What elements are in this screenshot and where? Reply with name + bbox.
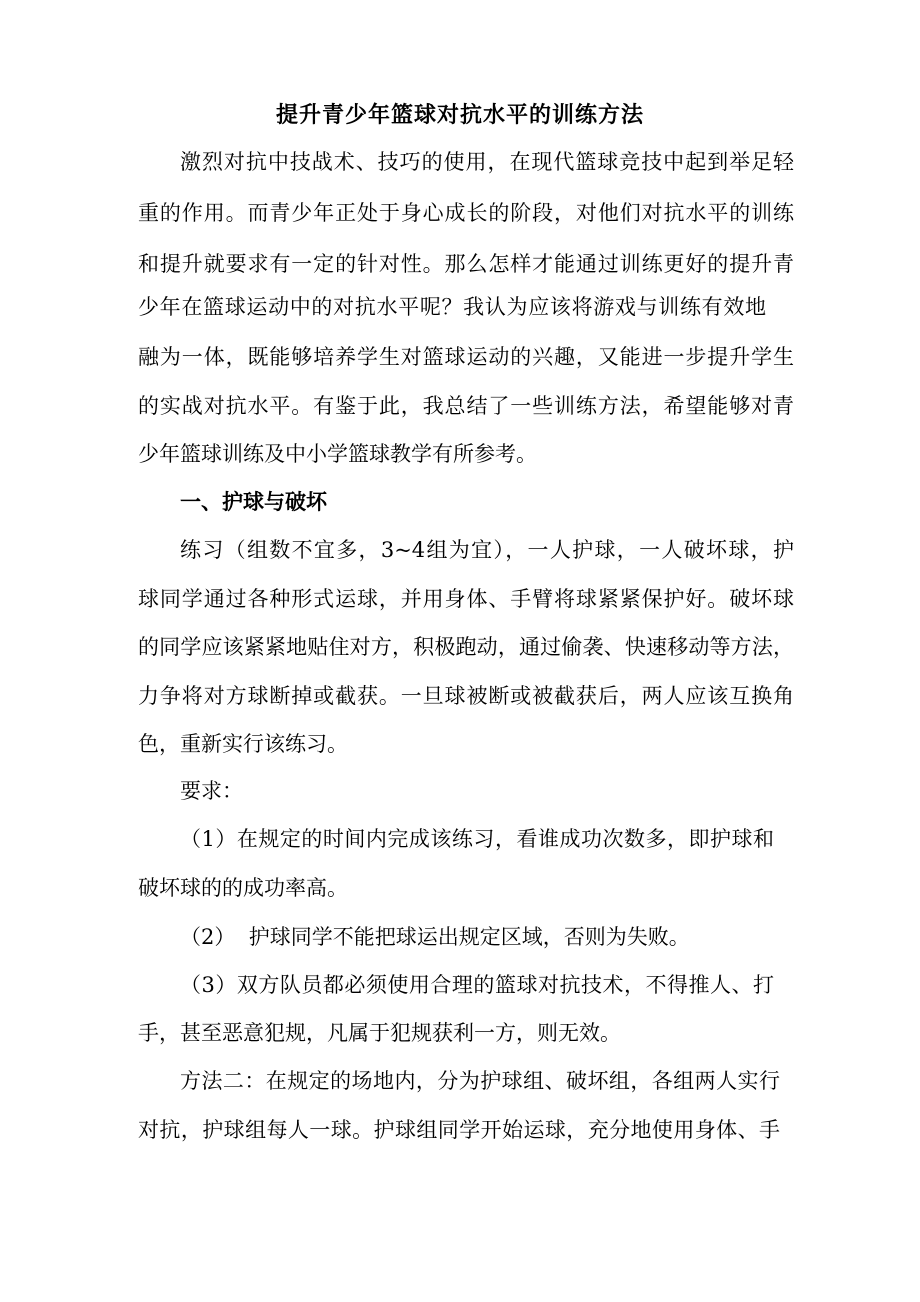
paragraph-line: 激烈对抗中技战术、技巧的使用，在现代篮球竞技中起到举足轻 [180,150,794,174]
paragraph-line: 破坏球的的成功率高。 [138,876,348,900]
paragraph-line: 球同学通过各种形式运球，并用身体、手臂将球紧紧保护好。破坏球 [138,587,794,611]
paragraph-line: 融为一体，既能够培养学生对篮球运动的兴趣，又能进一步提升学生 [138,345,794,369]
paragraph-line: 手，甚至恶意犯规，凡属于犯规获利一方，则无效。 [138,1021,621,1045]
paragraph-line: 重的作用。而青少年正处于身心成长的阶段，对他们对抗水平的训练 [138,201,794,225]
requirement-item: （3）双方队员都必须使用合理的篮球对抗技术，不得推人、打 [180,973,774,997]
section-heading: 一、护球与破坏 [180,490,327,514]
requirement-item: （1）在规定的时间内完成该练习，看谁成功次数多，即护球和 [180,827,774,851]
paragraph-line: 少年在篮球运动中的对抗水平呢？我认为应该将游戏与训练有效地 [138,295,766,319]
document-title: 提升青少年篮球对抗水平的训练方法 [275,103,644,128]
paragraph-line: 的实战对抗水平。有鉴于此，我总结了一些训练方法，希望能够对青 [138,394,794,418]
paragraph-line: 力争将对方球断掉或截获。一旦球被断或被截获后，两人应该互换角 [138,684,794,708]
requirement-item: （2） 护球同学不能把球运出规定区域，否则为失败。 [180,925,690,949]
paragraph-line: 对抗，护球组每人一球。护球组同学开始运球，充分地使用身体、手 [138,1118,780,1142]
paragraph-line: 方法二：在规定的场地内，分为护球组、破坏组，各组两人实行 [180,1069,780,1093]
paragraph-line: 和提升就要求有一定的针对性。那么怎样才能通过训练更好的提升青 [138,252,794,276]
paragraph-line: 色，重新实行该练习。 [138,732,348,756]
paragraph-line: 少年篮球训练及中小学篮球教学有所参考。 [138,442,537,466]
paragraph-line: 练习（组数不宜多，3~4组为宜），一人护球，一人破坏球，护 [180,538,794,562]
requirements-label: 要求： [180,779,243,803]
paragraph-line: 的同学应该紧紧地贴住对方，积极跑动，通过偷袭、快速移动等方法， [138,635,794,659]
